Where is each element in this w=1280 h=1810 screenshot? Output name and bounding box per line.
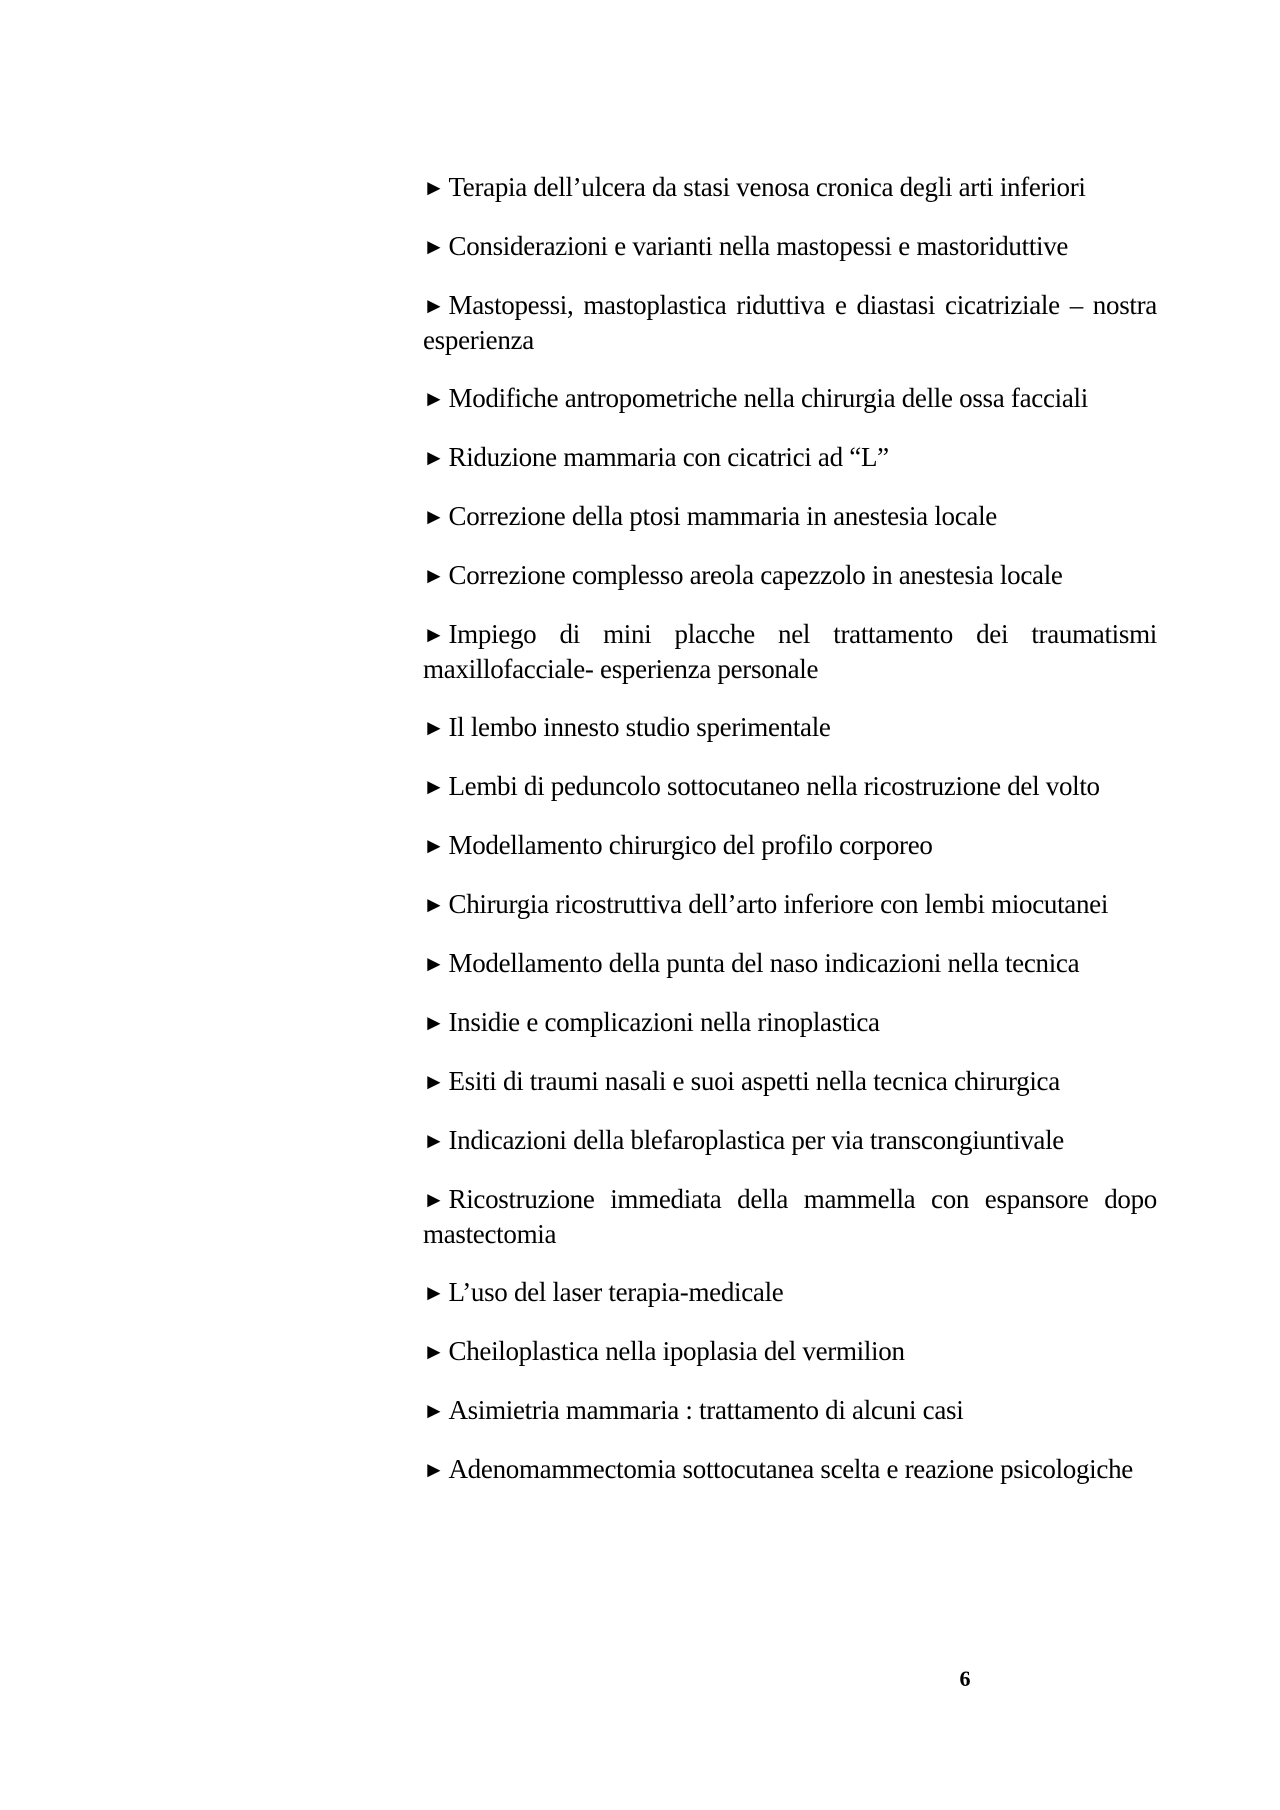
list-item [423, 1275, 1157, 1310]
triangle-bullet-icon: ► [423, 1280, 445, 1305]
list-item-text: Modellamento della punta del naso indicazioni nella tecnica [448, 948, 1080, 978]
list-item-text: Cheiloplastica nella ipoplasia del vermilion [448, 1336, 905, 1366]
list-item-text: Insidie e complicazioni nella rinoplastica [448, 1007, 880, 1037]
list-item [423, 828, 1157, 863]
page-number: 6 [959, 1666, 971, 1691]
list-item-text: Asimietria mammaria : trattamento di alcuni casi [448, 1395, 964, 1425]
list-item [423, 946, 1157, 981]
triangle-bullet-icon: ► [423, 293, 445, 318]
triangle-bullet-icon: ► [423, 175, 445, 200]
triangle-bullet-icon: ► [423, 445, 445, 470]
triangle-bullet-icon: ► [423, 892, 445, 917]
list-item [423, 170, 1157, 205]
list-item [423, 617, 1157, 686]
list-item-text: L’uso del laser terapia-medicale [448, 1277, 784, 1307]
triangle-bullet-icon: ► [423, 563, 445, 588]
triangle-bullet-icon: ► [423, 504, 445, 529]
list-item-text: Riduzione mammaria con cicatrici ad “L” [448, 442, 889, 472]
list-item [423, 288, 1157, 357]
triangle-bullet-icon: ► [423, 833, 445, 858]
triangle-bullet-icon: ► [423, 386, 445, 411]
triangle-bullet-icon: ► [423, 774, 445, 799]
list-item [423, 440, 1157, 475]
triangle-bullet-icon: ► [423, 1398, 445, 1423]
list-item-text: Modellamento chirurgico del profilo corporeo [448, 830, 933, 860]
list-item-text: Lembi di peduncolo sottocutaneo nella ricostruzione del volto [448, 771, 1100, 801]
list-item-text: Il lembo innesto studio sperimentale [448, 712, 831, 742]
list-item [423, 1393, 1157, 1428]
triangle-bullet-icon: ► [423, 1069, 445, 1094]
list-item [423, 1064, 1157, 1099]
list-item [423, 229, 1157, 264]
triangle-bullet-icon: ► [423, 622, 445, 647]
list-item [423, 887, 1157, 922]
list-item-text: Chirurgia ricostruttiva dell’arto inferiore con lembi miocutanei [448, 889, 1109, 919]
list-item-text: Correzione complesso areola capezzolo in anestesia locale [448, 560, 1063, 590]
list-item [423, 1334, 1157, 1369]
triangle-bullet-icon: ► [423, 1010, 445, 1035]
list-item-text: Terapia dell’ulcera da stasi venosa cronica degli arti inferiori [448, 172, 1086, 202]
list-item [423, 558, 1157, 593]
list-item [423, 1452, 1157, 1487]
triangle-bullet-icon: ► [423, 715, 445, 740]
list-item [423, 710, 1157, 745]
list-item-text: Modifiche antropometriche nella chirurgia delle ossa facciali [448, 383, 1088, 413]
list-item [423, 1005, 1157, 1040]
list-item [423, 1123, 1157, 1158]
triangle-bullet-icon: ► [423, 1187, 445, 1212]
triangle-bullet-icon: ► [423, 951, 445, 976]
list-item-text: Ricostruzione immediata della mammella con espansore dopo mastectomia [423, 1184, 1157, 1249]
list-item-text: Indicazioni della blefaroplastica per via transcongiuntivale [448, 1125, 1064, 1155]
triangle-bullet-icon: ► [423, 1339, 445, 1364]
list-item [423, 499, 1157, 534]
list-item-text: Considerazioni e varianti nella mastopessi e mastoriduttive [448, 231, 1069, 261]
triangle-bullet-icon: ► [423, 1457, 445, 1482]
list-item-text: Impiego di mini placche nel trattamento dei traumatismi maxillofacciale- esperienza personale [423, 619, 1157, 684]
list-item [423, 1182, 1157, 1251]
list-item-text: Mastopessi, mastoplastica riduttiva e diastasi cicatriziale – nostra esperienza [423, 290, 1157, 355]
list-item-text: Adenomammectomia sottocutanea scelta e reazione psicologiche [448, 1454, 1133, 1484]
list-item-text: Correzione della ptosi mammaria in anestesia locale [448, 501, 997, 531]
triangle-bullet-icon: ► [423, 1128, 445, 1153]
list-item [423, 381, 1157, 416]
list-item-text: Esiti di traumi nasali e suoi aspetti nella tecnica chirurgica [448, 1066, 1060, 1096]
list-item [423, 769, 1157, 804]
triangle-bullet-icon: ► [423, 234, 445, 259]
topic-list [423, 170, 1157, 1511]
